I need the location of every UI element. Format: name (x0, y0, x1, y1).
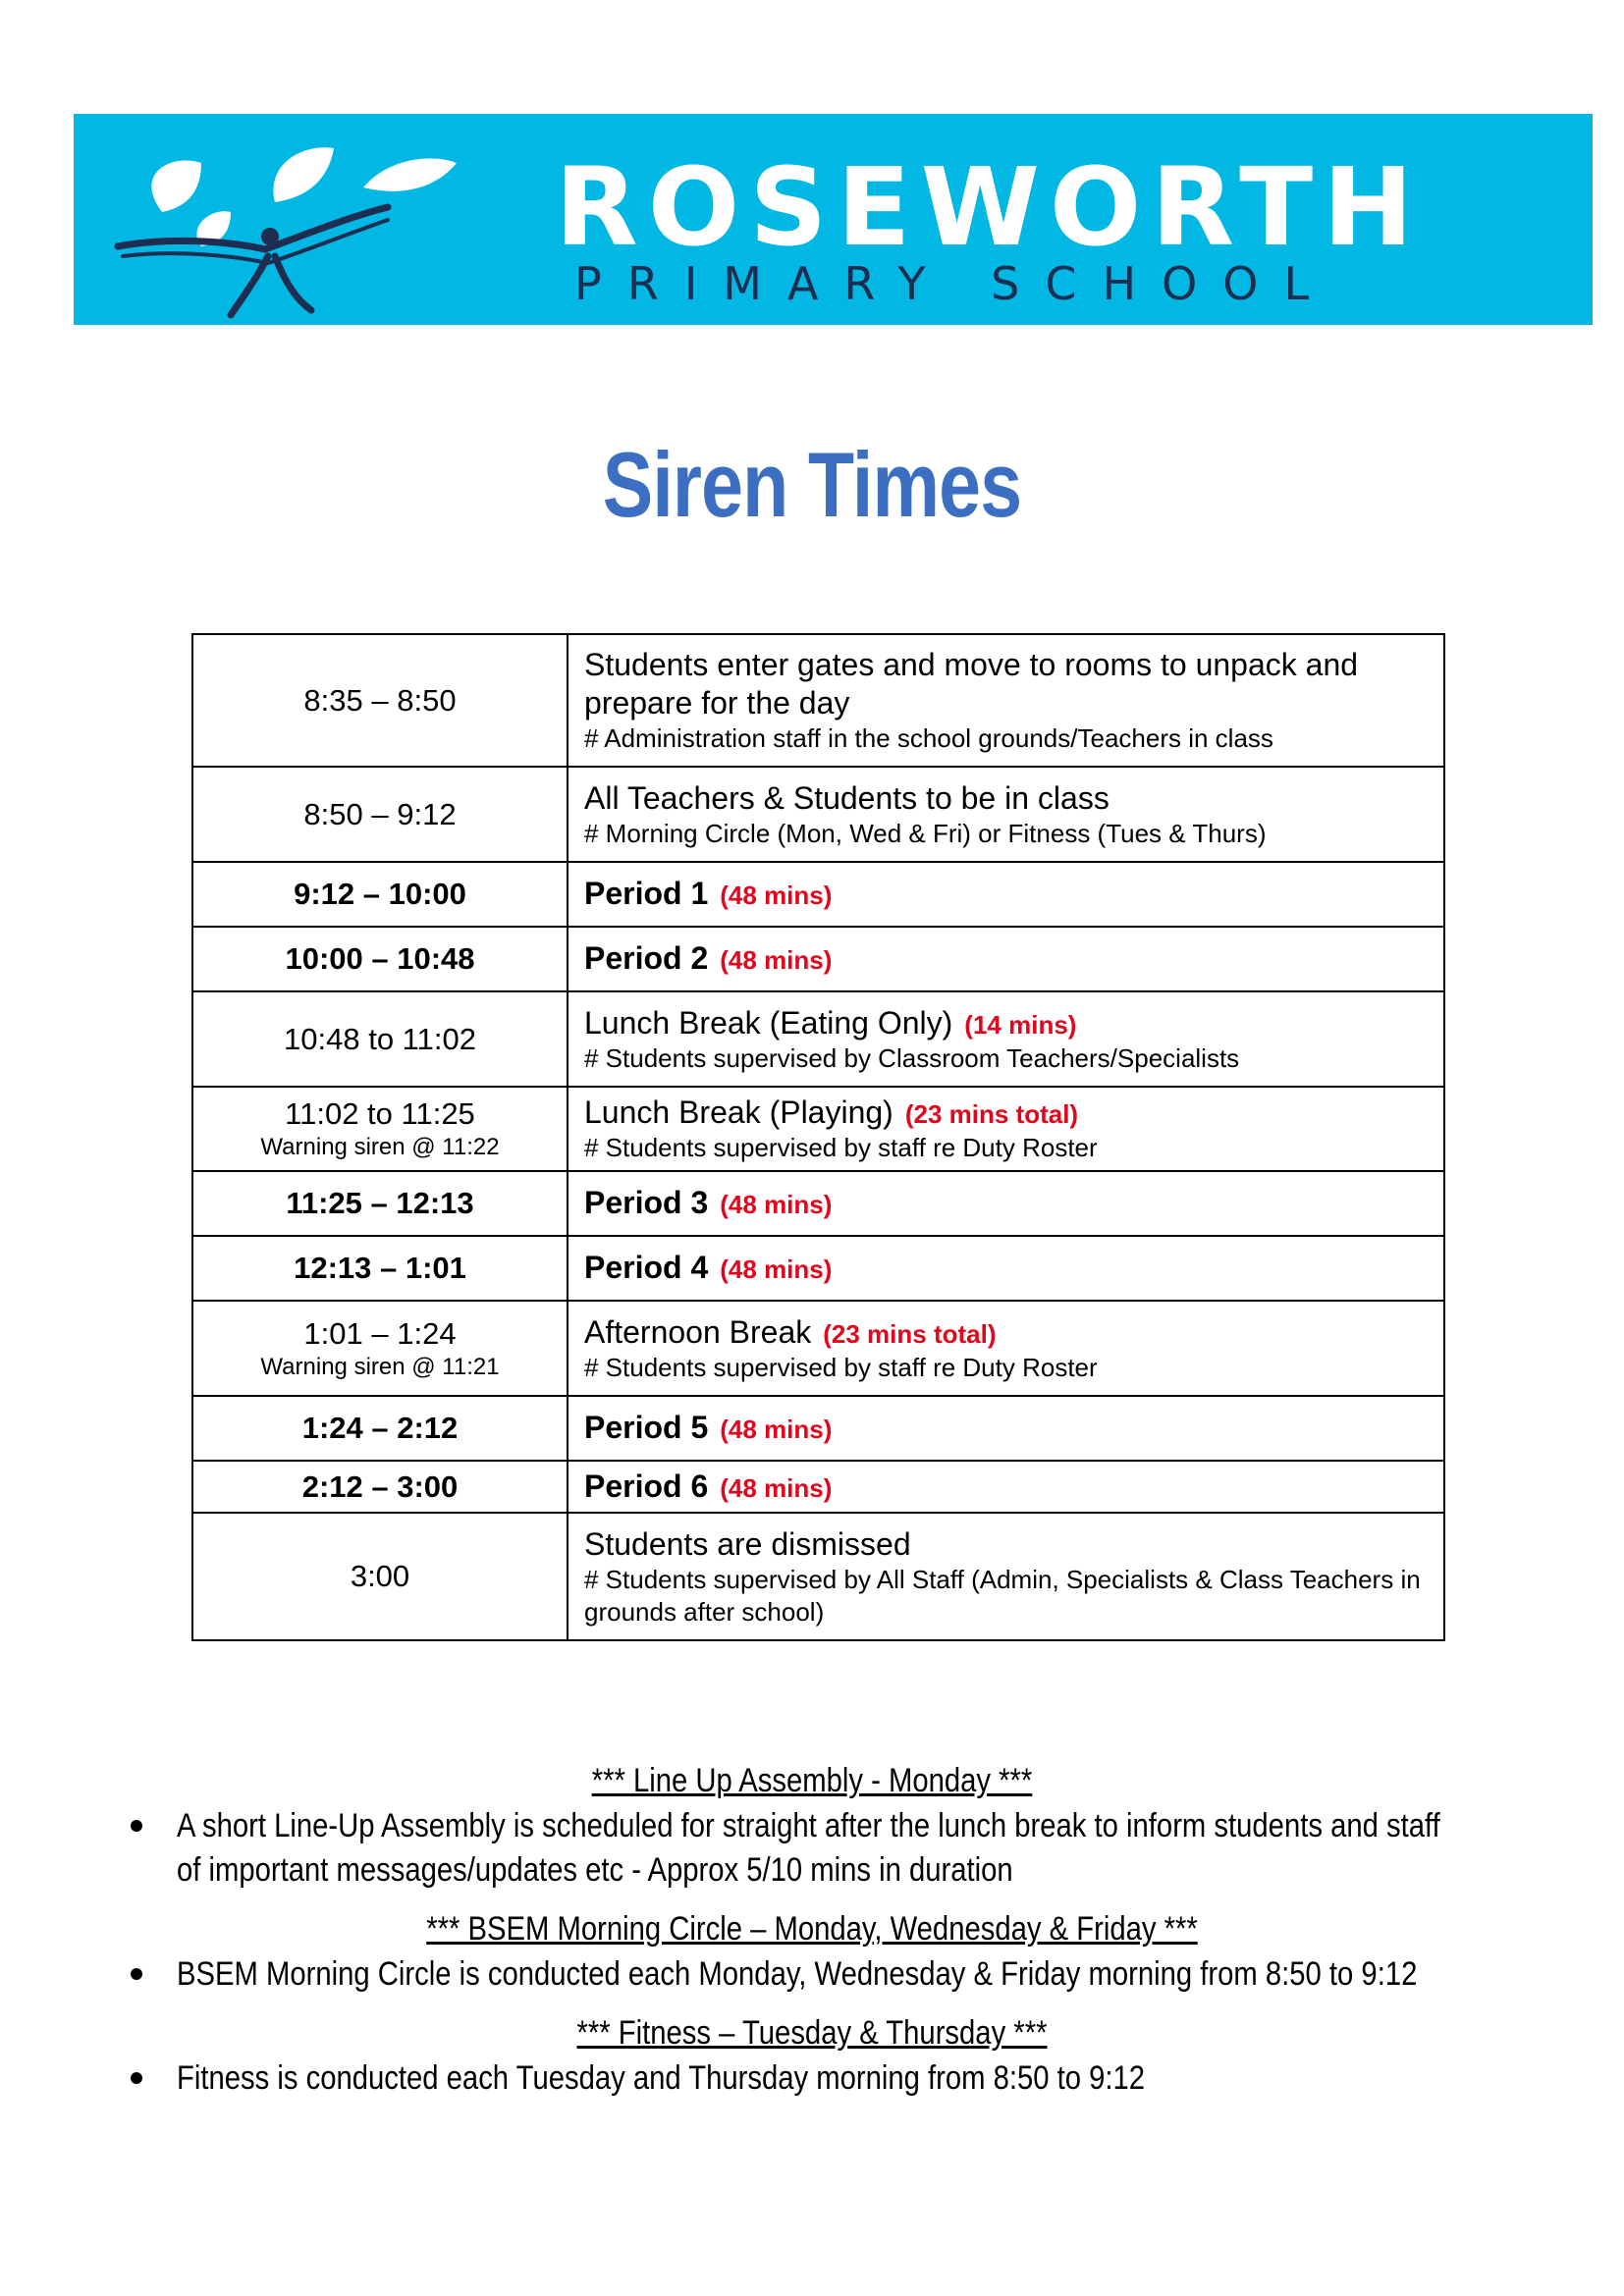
activity-text: All Teachers & Students to be in class (584, 779, 1110, 816)
activity-cell (568, 767, 1444, 862)
note-heading-morning-circle: *** BSEM Morning Circle – Monday, Wednesday & Friday *** (426, 1910, 1198, 1948)
table-row (192, 927, 1444, 991)
activity-cell (568, 1087, 1444, 1171)
activity-cell (568, 1171, 1444, 1236)
time-cell: 1:24 – 2:12 (192, 1396, 568, 1461)
time-range: 11:02 to 11:25 (285, 1096, 475, 1131)
time-cell: 12:13 – 1:01 (192, 1236, 568, 1301)
activity-text: Period 3 (584, 1185, 709, 1221)
table-row (192, 1461, 1444, 1513)
school-subtitle: PRIMARY SCHOOL (574, 257, 1335, 310)
page-title: Siren Times (602, 433, 1022, 536)
table-row (192, 1236, 1444, 1301)
activity-cell (568, 1396, 1444, 1461)
school-banner (74, 114, 1593, 325)
table-row (192, 1396, 1444, 1461)
table-row (192, 1171, 1444, 1236)
duration-label: (14 mins) (964, 1009, 1077, 1040)
duration-label: (23 mins total) (904, 1099, 1079, 1130)
time-cell: 2:12 – 3:00 (192, 1461, 568, 1513)
activity-text: Period 4 (584, 1250, 709, 1286)
duration-label: (23 mins total) (823, 1318, 997, 1349)
table-row (192, 1087, 1444, 1171)
activity-text: Period 5 (584, 1410, 709, 1446)
duration-label: (48 mins) (720, 1255, 833, 1285)
time-cell (192, 1087, 568, 1171)
time-cell: 8:50 – 9:12 (192, 767, 568, 862)
school-name: ROSEWORTH (555, 144, 1424, 270)
note-heading-line-up-assembly: *** Line Up Assembly - Monday *** (591, 1762, 1033, 1799)
duration-label: (48 mins) (720, 1415, 833, 1445)
activity-text: Students are dismissed (584, 1525, 911, 1562)
siren-times-table (191, 633, 1445, 1641)
activity-cell (568, 991, 1444, 1087)
activity-cell (568, 1236, 1444, 1301)
duration-label: (48 mins) (720, 945, 833, 976)
table-row (192, 767, 1444, 862)
activity-note: # Morning Circle (Mon, Wed & Fri) or Fitness (Tues & Thurs) (584, 818, 1267, 848)
activity-note: # Students supervised by staff re Duty Roster (584, 1352, 1098, 1382)
activity-cell (568, 927, 1444, 991)
activity-note: # Students supervised by staff re Duty Roster (584, 1133, 1098, 1163)
time-range: 1:01 – 1:24 (303, 1315, 457, 1351)
activity-text: Lunch Break (Playing) (584, 1095, 893, 1131)
note-text: BSEM Morning Circle is conducted each Monday, Wednesday & Friday morning from 8:50 to 9:12 (177, 1955, 1418, 1993)
activity-text: Period 2 (584, 940, 709, 977)
table-row (192, 862, 1444, 927)
activity-cell (568, 1513, 1444, 1640)
leaping-figure-logo-icon (93, 133, 496, 320)
notes-section (0, 1762, 1624, 2118)
activity-note: # Students supervised by Classroom Teachers/Specialists (584, 1042, 1240, 1073)
list-item (0, 1952, 1624, 1997)
activity-text: Period 1 (584, 876, 709, 912)
time-cell: 8:35 – 8:50 (192, 634, 568, 767)
bullet-icon (131, 2072, 142, 2084)
duration-label: (48 mins) (720, 1472, 833, 1503)
note-text: Fitness is conducted each Tuesday and Thursday morning from 8:50 to 9:12 (177, 2059, 1146, 2097)
activity-note: # Students supervised by All Staff (Admin, Specialists & Class Teachers in grounds after school) (584, 1565, 1421, 1627)
list-item (0, 1804, 1624, 1893)
table-row (192, 634, 1444, 767)
activity-cell (568, 1461, 1444, 1513)
time-cell: 10:48 to 11:02 (192, 991, 568, 1087)
activity-text: Students enter gates and move to rooms to unpack and prepare for the day (584, 647, 1359, 721)
activity-cell (568, 634, 1444, 767)
warning-siren-label: Warning siren @ 11:21 (260, 1353, 500, 1380)
duration-label: (48 mins) (720, 1190, 833, 1220)
table-row (192, 1513, 1444, 1640)
duration-label: (48 mins) (720, 881, 833, 911)
activity-text: Afternoon Break (584, 1313, 812, 1350)
activity-text: Lunch Break (Eating Only) (584, 1004, 953, 1041)
time-cell: 3:00 (192, 1513, 568, 1640)
list-item (0, 2056, 1624, 2101)
time-cell (192, 1301, 568, 1396)
time-cell: 9:12 – 10:00 (192, 862, 568, 927)
warning-siren-label: Warning siren @ 11:22 (260, 1134, 500, 1160)
note-heading-fitness: *** Fitness – Tuesday & Thursday *** (576, 2014, 1048, 2052)
activity-cell (568, 862, 1444, 927)
table-row (192, 1301, 1444, 1396)
bullet-icon (131, 1968, 142, 1980)
time-cell: 10:00 – 10:48 (192, 927, 568, 991)
note-text: A short Line-Up Assembly is scheduled for straight after the lunch break to inform students and staff of important messages/updates etc - Approx 5/10 mins in duration (177, 1807, 1440, 1889)
table-row (192, 991, 1444, 1087)
activity-cell (568, 1301, 1444, 1396)
bullet-icon (131, 1820, 142, 1832)
time-cell: 11:25 – 12:13 (192, 1171, 568, 1236)
activity-note: # Administration staff in the school grounds/Teachers in class (584, 723, 1273, 754)
activity-text: Period 6 (584, 1468, 709, 1504)
